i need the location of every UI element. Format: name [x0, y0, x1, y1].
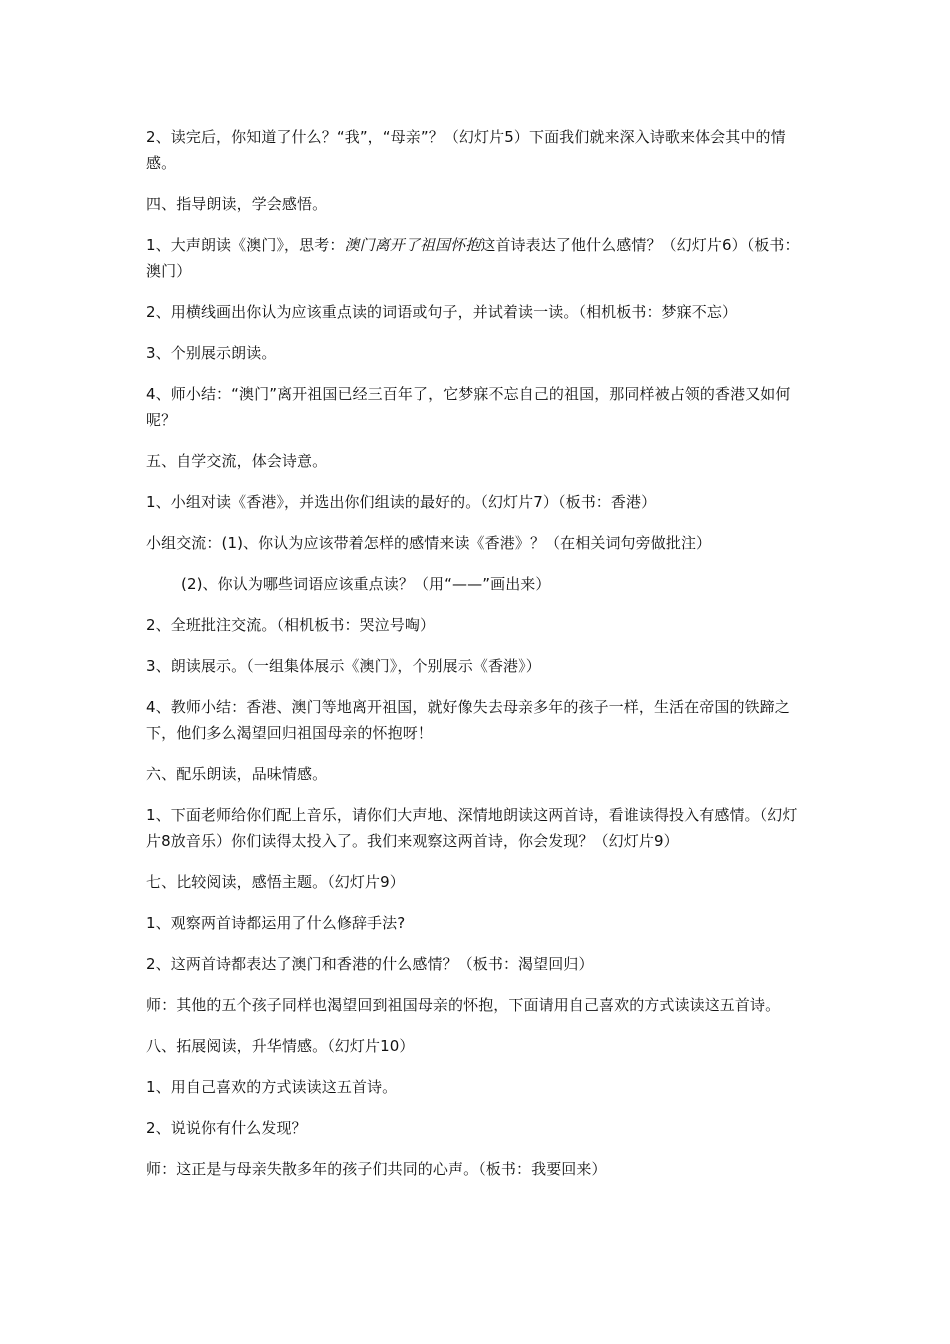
paragraph-3-start: 1、大声朗读《澳门》，思考： [146, 236, 345, 254]
paragraph-3-end: 这首诗表达了他什么感情？（幻灯片6）（板书：澳门） [146, 236, 800, 280]
paragraph-19: 师：其他的五个孩子同样也渴望回到祖国母亲的怀抱，下面请用自己喜欢的方式读读这五首诗。 [146, 996, 781, 1014]
paragraph-9: 小组交流：(1)、你认为应该带着怎样的感情来读《香港》？（在相关词句旁做批注） [146, 534, 712, 552]
section-heading-6: 六、配乐朗读，品味情感。 [146, 765, 328, 783]
section-heading-5: 五、自学交流，体会诗意。 [146, 452, 328, 470]
paragraph-3 [146, 232, 810, 284]
paragraph-13: 4、教师小结：香港、澳门等地离开祖国，就好像失去母亲多年的孩子一样，生活在帝国的铁蹄之下，他们多么渴望回归祖国母亲的怀抱呀！ [146, 698, 790, 742]
paragraph-23: 师：这正是与母亲失散多年的孩子们共同的心声。（板书：我要回来） [146, 1160, 607, 1178]
paragraph-5: 3、个别展示朗读。 [146, 344, 277, 362]
section-heading-7: 七、比较阅读，感悟主题。（幻灯片9） [146, 873, 405, 891]
section-heading-4: 四、指导朗读，学会感悟。 [146, 195, 328, 213]
paragraph-12: 3、朗读展示。（一组集体展示《澳门》，个别展示《香港》） [146, 657, 541, 675]
paragraph-21: 1、用自己喜欢的方式读读这五首诗。 [146, 1078, 398, 1096]
paragraph-8: 1、小组对读《香港》，并选出你们组读的最好的。（幻灯片7）（板书：香港） [146, 493, 657, 511]
paragraph-1: 2、读完后，你知道了什么？“我”，“母亲”？（幻灯片5）下面我们就来深入诗歌来体会其中的情感。 [146, 128, 786, 172]
paragraph-3-italic: 澳门离开了祖国怀抱 [344, 236, 481, 254]
paragraph-4: 2、用横线画出你认为应该重点读的词语或句子，并试着读一读。（相机板书：梦寐不忘） [146, 303, 738, 321]
paragraph-18: 2、这两首诗都表达了澳门和香港的什么感情？（板书：渴望回归） [146, 955, 594, 973]
section-heading-8: 八、拓展阅读，升华情感。（幻灯片10） [146, 1037, 415, 1055]
paragraph-11: 2、全班批注交流。（相机板书：哭泣号啕） [146, 616, 436, 634]
paragraph-10: (2)、你认为哪些词语应该重点读？（用“——”画出来） [181, 575, 551, 593]
paragraph-17: 1、观察两首诗都运用了什么修辞手法? [146, 914, 406, 932]
paragraph-15: 1、下面老师给你们配上音乐，请你们大声地、深情地朗读这两首诗，看谁读得投入有感情。（幻灯片8放音乐）你们读得太投入了。我们来观察这两首诗，你会发现？（幻灯片9） [146, 806, 798, 850]
paragraph-22: 2、说说你有什么发现？ [146, 1119, 307, 1137]
paragraph-6: 4、师小结：“澳门”离开祖国已经三百年了，它梦寐不忘自己的祖国，那同样被占领的香港又如何呢？ [146, 385, 791, 429]
